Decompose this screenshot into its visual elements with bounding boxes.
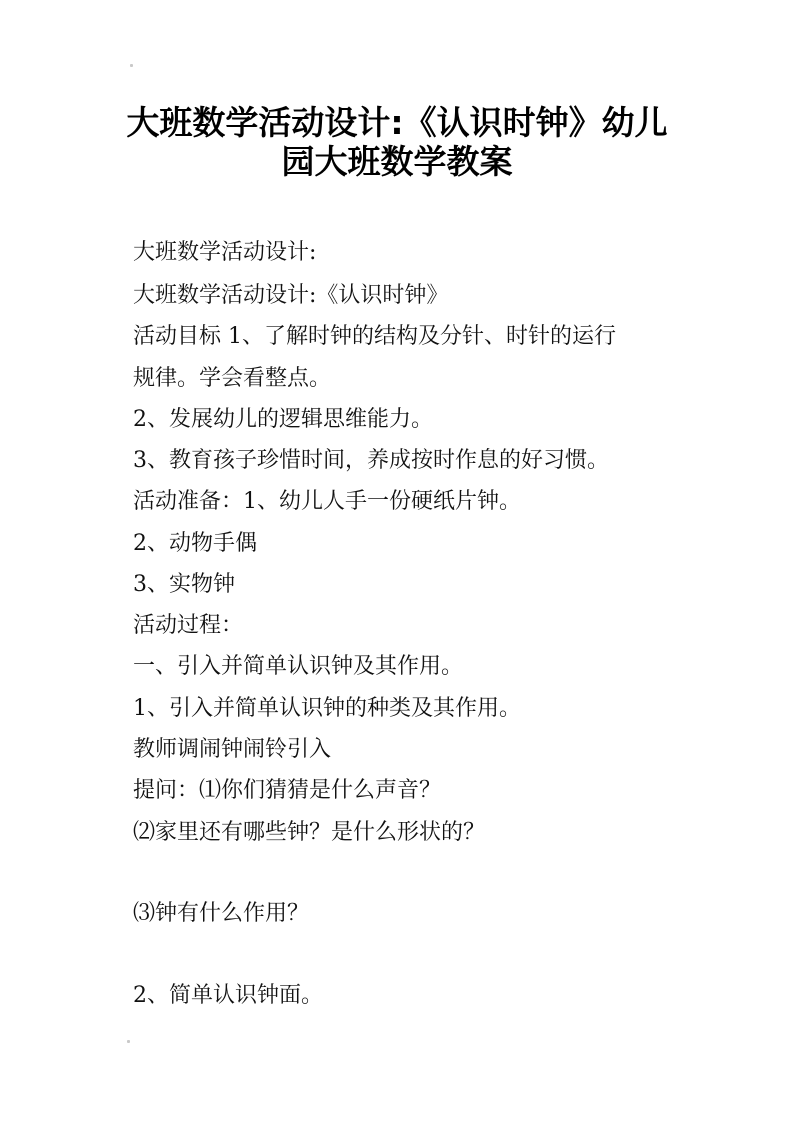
body-line-question-2: ⑵家里还有哪些钟？是什么形状的？ xyxy=(133,820,486,845)
body-line-step-1: 一、引入并简单认识钟及其作用。 xyxy=(133,654,464,679)
body-line-step-2: 2、简单认识钟面。 xyxy=(133,983,323,1008)
document-title-line-1: 大班数学活动设计:《认识时钟》幼儿 xyxy=(126,103,668,142)
body-line-step-1-1: 1、引入并简单认识钟的种类及其作用。 xyxy=(133,696,521,721)
body-line-question-3: ⑶钟有什么作用？ xyxy=(133,901,310,926)
body-line-goal-1-cont: 规律。学会看整点。 xyxy=(133,366,332,391)
body-line-goal-1: 活动目标 1、了解时钟的结构及分针、时针的运行 xyxy=(133,324,616,349)
scan-speck xyxy=(127,1040,130,1043)
body-line-alarm-intro: 教师调闹钟闹铃引入 xyxy=(133,737,332,762)
body-line-goal-3: 3、教育孩子珍惜时间，养成按时作息的好习惯。 xyxy=(133,448,609,473)
body-line-question-1: 提问：⑴你们猜猜是什么声音？ xyxy=(133,778,442,803)
scan-speck xyxy=(130,64,133,67)
body-line-preparation-1: 活动准备：1、幼儿人手一份硬纸片钟。 xyxy=(133,489,521,514)
document-title-line-2: 园大班数学教案 xyxy=(281,142,513,181)
body-line-preparation-2: 2、动物手偶 xyxy=(133,531,257,556)
body-line-process-heading: 活动过程： xyxy=(133,613,244,638)
body-line-section-heading: 大班数学活动设计: xyxy=(133,240,317,265)
body-line-goal-2: 2、发展幼儿的逻辑思维能力。 xyxy=(133,407,433,432)
body-line-preparation-3: 3、实物钟 xyxy=(133,572,235,597)
body-line-activity-title: 大班数学活动设计:《认识时钟》 xyxy=(133,283,449,308)
